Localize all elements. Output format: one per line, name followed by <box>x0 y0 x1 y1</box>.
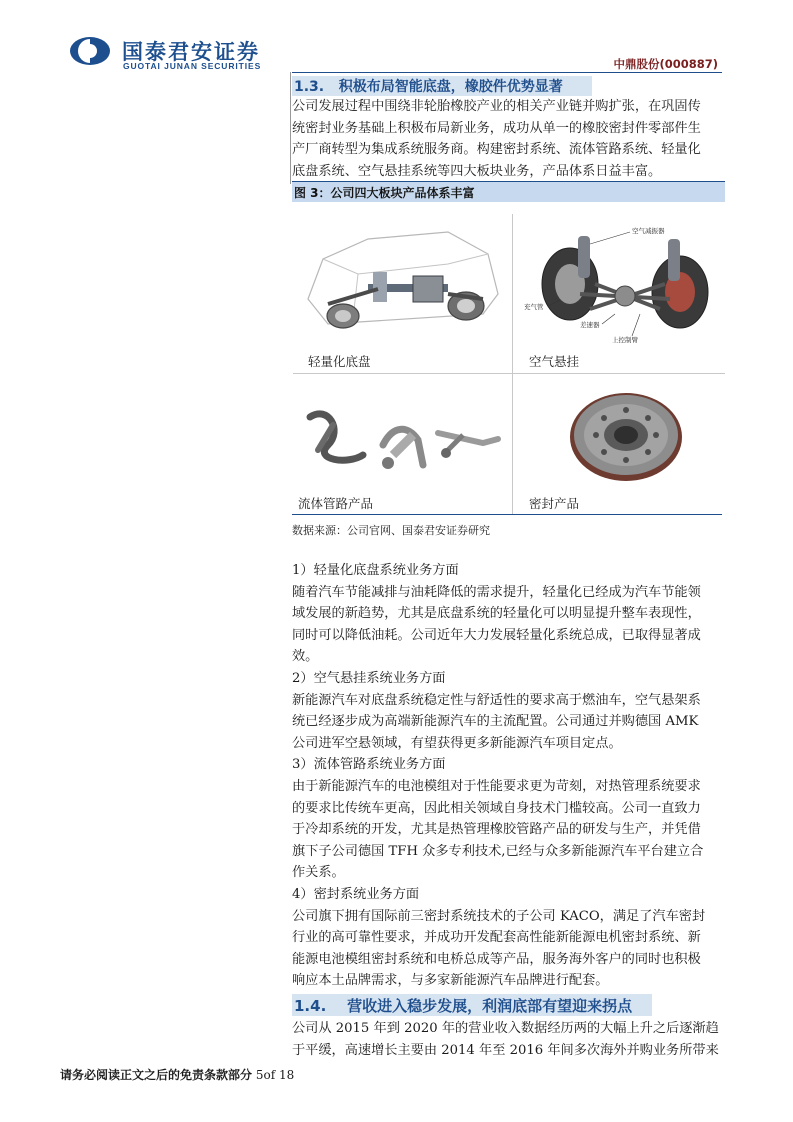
subheading: 2）空气悬挂系统业务方面 <box>292 670 446 686</box>
text-line: 公司进军空悬领域，有望获得更多新能源汽车项目定点。 <box>292 735 622 751</box>
text-line: 新能源汽车对底盘系统稳定性与舒适性的要求高于燃油车，空气悬架系 <box>292 692 701 708</box>
text-line: 随着汽车节能减排与油耗降低的需求提升，轻量化已经成为汽车节能领 <box>292 584 701 600</box>
air-suspension-image <box>520 214 720 354</box>
text-line: 统已经逐步成为高端新能源汽车的主流配置。公司通过并购德国 AMK <box>292 714 699 730</box>
subheading: 1）轻量化底盘系统业务方面 <box>292 563 459 578</box>
label-control-arm: 上控制臂 <box>612 336 638 344</box>
text-line: 公司从 2015 年到 2020 年的营业收入数据经历两的大幅上升之后逐渐趋 <box>292 1021 719 1036</box>
text-line: 由于新能源汽车的电池模组对于性能要求更为苛刻，对热管理系统要求 <box>292 778 701 794</box>
label-air-pipe: 充气管 <box>524 303 544 311</box>
caption-fluid: 流体管路产品 <box>298 496 374 511</box>
section-1-4-heading <box>294 995 632 1016</box>
text-line: 于平缓，高速增长主要由 2014 年至 2016 年间多次海外并购业务所带来 <box>292 1042 719 1058</box>
caption-seal: 密封产品 <box>529 496 580 511</box>
text-line: 底盘系统、空气悬挂系统等四大板块业务，产品体系日益丰富。 <box>292 163 662 179</box>
logo-english-text: GUOTAI JUNAN SECURITIES <box>123 61 262 71</box>
page-number: 5of 18 <box>255 1068 295 1082</box>
lightweight-chassis-image <box>298 214 506 352</box>
section-1-3-paragraph <box>292 96 725 182</box>
text-line: 于冷却系统的开发，尤其是热管理橡胶管路产品的研发与生产，并凭借 <box>292 822 701 838</box>
section-1-4-paragraph <box>292 1018 725 1061</box>
text-line: 的要求比传统车更高，因此相关领域自身技术门槛较高。公司一直致力 <box>292 800 701 816</box>
business-description <box>292 560 725 992</box>
section-title: 营收进入稳步发展，利润底部有望迎来拐点 <box>347 997 633 1015</box>
subheading: 3）流体管路系统业务方面 <box>292 757 446 773</box>
text-line: 旗下子公司德国 TFH 众多专利技术,已经与众多新能源汽车平台建立合 <box>292 843 704 859</box>
section-number: 1.4. <box>294 997 327 1015</box>
figure-source: 数据来源：公司官网、国泰君安证券研究 <box>292 524 490 537</box>
subheading: 4）密封系统业务方面 <box>292 886 420 902</box>
fluid-pipe-image <box>298 395 506 485</box>
text-line: 产厂商转型为集成系统服务商。构建密封系统、流体管路系统、轻量化 <box>292 142 701 158</box>
text-line: 公司旗下拥有国际前三密封系统技术的子公司 KACO，满足了汽车密封 <box>292 908 706 924</box>
text-line: 统密封业务基础上积极布局新业务，成功从单一的橡胶密封件零部件生 <box>292 120 701 136</box>
caption-suspension: 空气悬挂 <box>529 354 580 369</box>
footer-disclaimer: 请务必阅读正文之后的免责条款部分 <box>60 1068 253 1082</box>
text-line: 作关系。 <box>292 865 345 881</box>
logo-chinese-text: 国泰君安证券 <box>122 40 260 64</box>
page-footer <box>60 1066 294 1083</box>
company-ticker: 中鼎股份(000887) <box>613 57 718 71</box>
text-line: 行业的高可靠性要求，并成功开发配套高性能新能源电机密封系统、新 <box>292 930 701 946</box>
figure-divider-horizontal <box>293 373 725 374</box>
label-air-spring: 空气减振器 <box>632 227 665 235</box>
caption-chassis: 轻量化底盘 <box>308 354 371 369</box>
label-sensor: 差速器 <box>580 321 600 329</box>
section-1-3-heading <box>294 76 563 96</box>
text-line: 域发展的新趋势，尤其是底盘系统的轻量化可以明显提升整车表现性， <box>292 606 701 622</box>
margin-rule <box>290 72 291 184</box>
header-rule <box>292 72 722 73</box>
figure-divider-vertical <box>512 214 513 514</box>
text-line: 能源电池模组密封系统和电桥总成等产品，服务海外客户的同时也积极 <box>292 951 701 967</box>
figure-title: 图 3：公司四大板块产品体系丰富 <box>294 186 475 200</box>
figure-bottom-rule <box>292 514 722 515</box>
text-line: 效。 <box>292 649 319 665</box>
section-title: 积极布局智能底盘，橡胶件优势显著 <box>338 79 563 95</box>
text-line: 响应本土品牌需求，与多家新能源汽车品牌进行配套。 <box>292 973 609 989</box>
text-line: 同时可以降低油耗。公司近年大力发展轻量化系统总成，已取得显著成 <box>292 627 701 643</box>
text-line: 公司发展过程中围绕非轮胎橡胶产业的相关产业链并购扩张，在巩固传 <box>292 99 701 114</box>
section-number: 1.3. <box>294 79 325 95</box>
guotai-logo-icon <box>68 36 112 66</box>
seal-product-image <box>566 385 686 485</box>
